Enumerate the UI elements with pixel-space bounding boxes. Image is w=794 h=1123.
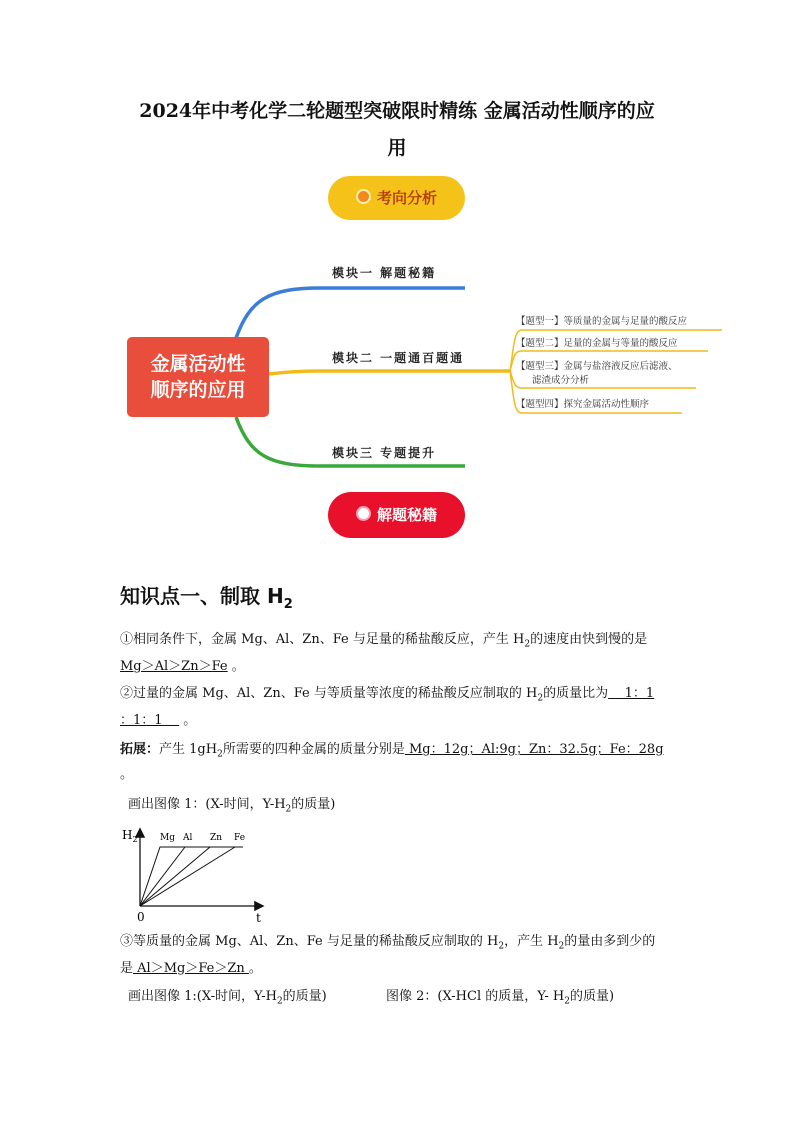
para5-line1: ③等质量的金属 Mg、Al、Zn、Fe 与足量的稀盐酸反应制取的 $H_2$，产生 $H_2$的量由多到少的 <box>120 934 656 952</box>
para2-line2: ：1：1 。 <box>120 713 197 728</box>
graph-series-mg: Mg <box>160 833 175 843</box>
central-topic-line1: 金属活动性 <box>150 353 246 375</box>
graph-series-al: Al <box>183 833 193 843</box>
section-heading: 知识点一、制取 $H_2$ <box>120 584 293 612</box>
para2-answer2: ：1：1 <box>120 713 180 728</box>
graph-line-al <box>140 847 185 906</box>
branch2-curve <box>269 371 510 374</box>
sub-item-2: 【题型二】足量的金属与等量的酸反应 <box>516 338 678 349</box>
sub-item-3b: 滤渣成分分析 <box>532 375 590 386</box>
graph-line-fe <box>140 847 235 906</box>
graph-y-label: $H_2$ <box>122 828 138 844</box>
para3-answer: Mg：12g；Al:9g；Zn：32.5g；Fe：28g <box>404 742 664 757</box>
tips-pill-label: 解题秘籍 <box>376 506 437 524</box>
tips-pill <box>328 492 465 538</box>
para1-answer: Mg＞Al＞Zn＞Fe <box>120 659 228 674</box>
graph-line-mg <box>140 847 243 906</box>
para5-answer: Al＞Mg＞Fe＞Zn <box>133 961 249 976</box>
para6-line-b: 图像 2：(X-HCl 的质量，Y- $H_2$的质量) <box>386 989 615 1007</box>
branch1-curve <box>236 288 465 338</box>
analysis-pill-label: 考向分析 <box>376 189 437 207</box>
para2-answer1: 1：1 <box>608 686 655 701</box>
graph-x-label: t <box>256 911 261 925</box>
para5-line2: 是 Al＞Mg＞Fe＞Zn 。 <box>120 961 262 976</box>
branch1-label: 模块一 解题秘籍 <box>332 266 437 280</box>
circle-icon <box>356 506 371 521</box>
para1-line2: Mg＞Al＞Zn＞Fe 。 <box>120 659 245 674</box>
para4-line: 画出图像 1：(X-时间，$Y-H_2$的质量) <box>128 797 336 815</box>
sub-item-4: 【题型四】探究金属活动性顺序 <box>516 399 650 410</box>
sub-item-1: 【题型一】等质量的金属与足量的酸反应 <box>516 316 688 327</box>
h2-time-graph <box>110 822 280 927</box>
central-topic <box>127 337 269 417</box>
para6-line-a: 画出图像 1:(X-时间，$Y-H_2$的质量) <box>128 989 327 1007</box>
document-title-line2: 用 <box>387 137 407 159</box>
para1-line1: ①相同条件下，金属 Mg、Al、Zn、Fe 与足量的稀盐酸反应，产生 $H_2$的速度由快到慢的是 <box>120 632 648 650</box>
para3-line1: 拓展：产生 $1gH_2$所需要的四种金属的质量分别是 Mg：12g；Al:9g；Zn：32.5g；Fe：28g <box>120 742 664 760</box>
central-topic-line2: 顺序的应用 <box>150 379 246 401</box>
para2-line1: ②过量的金属 Mg、Al、Zn、Fe 与等质量等浓度的稀盐酸反应制取的 $H_2$的质量比为 1：1 <box>120 686 655 704</box>
graph-series-fe: Fe <box>234 833 246 843</box>
graph-series-zn: Zn <box>210 833 223 843</box>
para3-line2: 。 <box>120 767 134 782</box>
document-title-line1: 2024年中考化学二轮题型突破限时精练 金属活动性顺序的应 <box>139 100 655 122</box>
branch2-label: 模块二 一题通百题通 <box>332 351 465 365</box>
branch3-label: 模块三 专题提升 <box>332 446 437 460</box>
sub-item-3a: 【题型三】金属与盐溶液反应后滤液、 <box>516 361 678 372</box>
graph-origin: 0 <box>137 910 145 924</box>
